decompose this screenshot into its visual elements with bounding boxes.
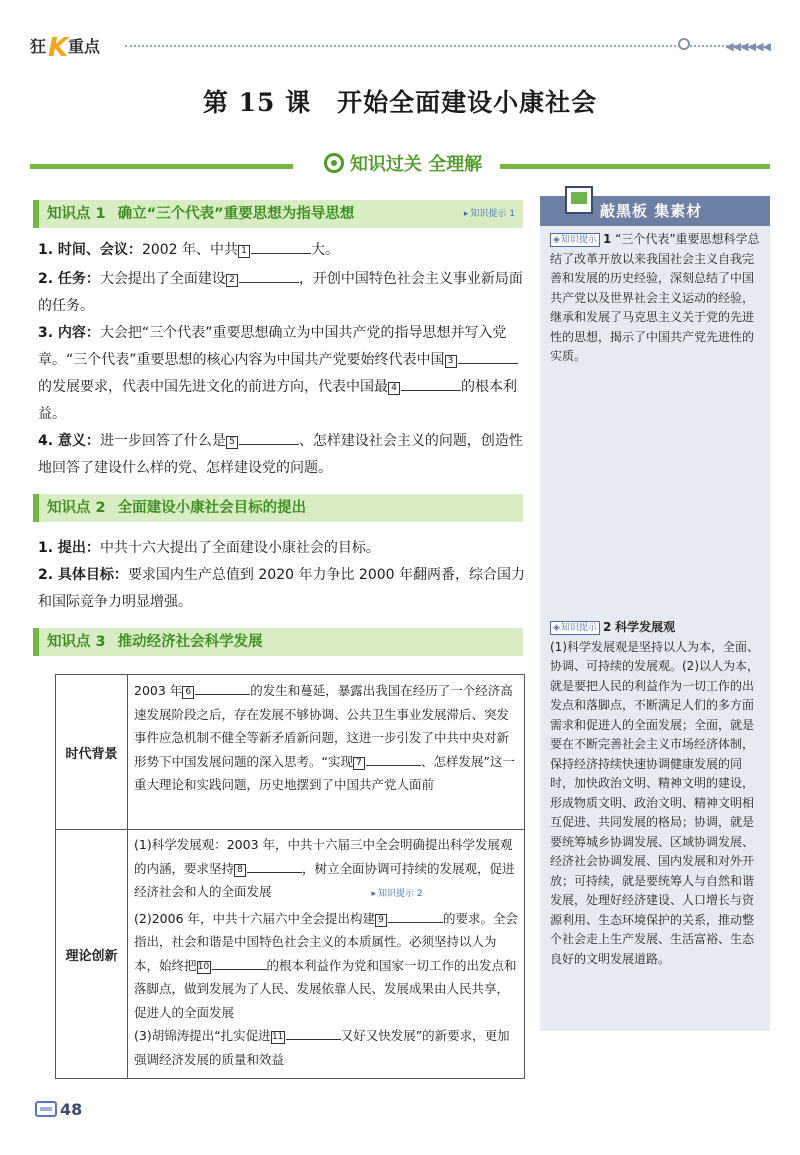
kp3-hint-link[interactable]: ▸ 知识提示 2	[372, 889, 423, 899]
kp1-item-1	[38, 237, 528, 264]
cell-text: (3)胡锦涛提出“扎实促进	[134, 1028, 271, 1043]
item-text: 中共十六大提出了全面建设小康社会的目标。	[99, 540, 380, 556]
blank-number: 3	[445, 355, 457, 368]
cell-text: 又好又快发展”的新要求，更加强调经济发展的质量和效益	[134, 1028, 510, 1067]
banner-line-right	[500, 164, 770, 169]
fill-blank[interactable]	[388, 907, 443, 923]
table-label-innovation: 理论创新	[56, 830, 128, 1078]
cell-text: (2)2006 年，中共十六届六中全会提出构建	[134, 910, 375, 926]
fill-blank[interactable]	[247, 857, 302, 873]
fill-blank[interactable]	[458, 348, 518, 364]
fill-blank[interactable]	[286, 1024, 341, 1040]
fill-blank[interactable]	[212, 954, 267, 970]
blank-number: 6	[182, 686, 194, 699]
sidebar-tip-1	[550, 230, 765, 367]
book-icon	[35, 1101, 57, 1117]
tip-tag: ◈ 知识提示	[550, 233, 600, 247]
kp1-item-3	[38, 320, 528, 428]
kp1-hint-link[interactable]: ▸ 知识提示 1	[464, 200, 515, 228]
computer-icon	[565, 186, 593, 214]
tip-text: (1)科学发展观是坚持以人为本，全面、协调、可持续的发展观。(2)以人为本，就是要把人民的利益作为一切工作的出发点和落脚点，不断满足人们的多方面需求和促进人的全面发展；全面，就是要在不断完善社会主义市场经济体制，保持经济持续快速协调健康发展的同时，加快政治文明、精神文明的建设，形成物质文明、政治文明、精神文明相互促进、共同发展的格局；协调，就是要统筹城乡协调发展、区域协调发展、经济社会协调发展、国内发展和对外开放；可持续，就是要统筹人与自然和谐发展，处理好经济建设、人口增长与资源利用、生态环境保护的关系，推动整个社会走上生产发展、生活富裕、生态良好的文明发展道路。	[550, 639, 759, 966]
lesson-name: 开始全面建设小康社会	[337, 88, 598, 117]
svg-text:K: K	[48, 33, 69, 60]
blank-number: 1	[238, 245, 250, 258]
kp2-item-1	[38, 535, 528, 562]
item-text: 进一步回答了什么是	[99, 433, 226, 449]
cell-text: 2003 年	[134, 683, 183, 698]
sidebar-header	[540, 196, 770, 226]
blank-number: 11	[271, 1032, 284, 1042]
swirl-icon	[324, 153, 344, 173]
innovation-point-1	[134, 833, 519, 907]
tip-number: 2	[602, 620, 612, 634]
innovation-point-2	[134, 907, 519, 1025]
header-dot	[678, 38, 690, 50]
cell-text: 的发生和蔓延，暴露出我国在经历了一个经济高速发展阶段之后，存在发展不够协调、公共卫生事业发展滞后、突发事件应急机制不健全等新矛盾新问题，这进一步引发了中共中央对新形势下中国发展问题的深入思考。“实现	[134, 683, 513, 769]
brand-logo	[30, 30, 125, 60]
kp1-header	[33, 200, 523, 228]
kp1-item-4	[38, 428, 528, 482]
cell-text: (1)科学发展观：2003 年，中共十六届三中全会明确提出科学发展观的内涵，要求坚持	[134, 837, 513, 876]
banner-line-left	[30, 164, 293, 169]
item-head: 4. 意义：	[38, 433, 100, 449]
kp1-title: 确立“三个代表”重要思想为指导思想	[117, 206, 355, 222]
kp3-header	[33, 628, 523, 656]
page-number-text: 48	[60, 1100, 83, 1119]
fill-blank[interactable]	[401, 375, 461, 391]
sidebar-tip-2	[550, 618, 765, 969]
fill-blank[interactable]	[239, 429, 299, 445]
item-text: 的根本利益。	[38, 379, 517, 422]
kp1-label: 知识点 1	[47, 206, 106, 222]
page-number	[35, 1100, 82, 1124]
cell-text: 的根本利益作为党和国家一切工作的出发点和落脚点，做到发展为了人民、发展依靠人民、发展成果由人民共享，促进人的全面发展	[134, 957, 517, 1020]
fill-blank[interactable]	[366, 750, 421, 766]
fill-blank[interactable]	[195, 679, 250, 695]
section-title-text: 知识过关 全理解	[349, 154, 483, 175]
table-cell-background	[134, 679, 519, 797]
item-text: 大会提出了全面建设	[99, 271, 226, 287]
innovation-point-3	[134, 1024, 519, 1071]
tip-number: 1	[602, 232, 612, 246]
item-text: 的发展要求，代表中国先进文化的前进方向，代表中国最	[38, 379, 388, 395]
cell-text: ，树立全面协调可持续的发展观，促进经济社会和人的全面发展	[134, 860, 515, 899]
cell-text: 、怎样发展”这一重大理论和实践问题，历史地摆到了中国共产党人面前	[134, 753, 515, 792]
table-cell-innovation	[134, 833, 519, 1071]
cell-text: 的要求。全会指出，社会和谐是中国特色社会主义的本质属性。必须坚持以人为本，始终把	[134, 910, 519, 973]
item-head: 3. 内容：	[38, 325, 100, 341]
page-title	[0, 83, 800, 119]
blank-number: 8	[234, 864, 246, 877]
blank-number: 10	[197, 961, 210, 972]
blank-number: 2	[226, 274, 238, 287]
kp2-header	[33, 494, 523, 522]
tip-title: 科学发展观	[615, 620, 676, 634]
section-banner	[30, 152, 770, 178]
item-text: 、怎样建设社会主义的问题，创造性地回答了建设什么样的党、怎样建设党的问题。	[38, 433, 523, 476]
kp3-table	[55, 674, 525, 1079]
item-text: 2002 年、中共	[141, 242, 239, 258]
item-head: 1. 提出：	[38, 540, 100, 556]
svg-text:狂: 狂	[30, 37, 47, 56]
top-bar	[0, 0, 800, 70]
header-arrows-icon: ◀◀◀◀◀◀	[725, 40, 770, 53]
sidebar-notes	[540, 196, 770, 1031]
item-text: 大。	[311, 242, 340, 258]
blank-number: 5	[226, 436, 238, 449]
svg-text:重点: 重点	[68, 37, 101, 56]
blank-number: 7	[353, 757, 365, 770]
kp2-title: 全面建设小康社会目标的提出	[117, 500, 307, 516]
fill-blank[interactable]	[251, 238, 311, 254]
tip-text: “三个代表”重要思想科学总结了改革开放以来我国社会主义自我完善和发展的历史经验，深刻总结了中国共产党以及世界社会主义运动的经验，继承和发展了马克思主义关于党的先进性的思想，揭示了中国共产党先进性的实质。	[550, 232, 760, 363]
blank-number: 4	[388, 382, 400, 395]
header-dotted-line	[125, 45, 760, 47]
item-text: 大会把“三个代表”重要思想确立为中国共产党的指导思想并写入党章。“三个代表”重要思想的核心内容为中国共产党要始终代表中国	[38, 325, 507, 368]
item-head: 2. 任务：	[38, 271, 100, 287]
item-head: 1. 时间、会议：	[38, 242, 142, 258]
blank-number: 9	[375, 914, 387, 927]
kp3-label: 知识点 3	[47, 634, 106, 650]
fill-blank[interactable]	[239, 267, 299, 283]
kp2-item-2	[38, 562, 528, 616]
tip-tag: ◈ 知识提示	[550, 621, 600, 635]
kp1-item-2	[38, 266, 528, 320]
sidebar-title: 敲黑板 集素材	[600, 202, 703, 220]
kp3-title: 推动经济社会科学发展	[117, 634, 263, 650]
section-title	[298, 152, 508, 178]
lesson-number: 第 15 课	[202, 88, 312, 117]
item-head: 2. 具体目标：	[38, 567, 128, 583]
kp2-label: 知识点 2	[47, 500, 106, 516]
item-text: 要求国内生产总值到 2020 年力争比 2000 年翻两番，综合国力和国际竞争力明显增强。	[38, 567, 525, 610]
table-label-background: 时代背景	[56, 675, 128, 829]
item-text: ，开创中国特色社会主义事业新局面的任务。	[38, 271, 523, 314]
